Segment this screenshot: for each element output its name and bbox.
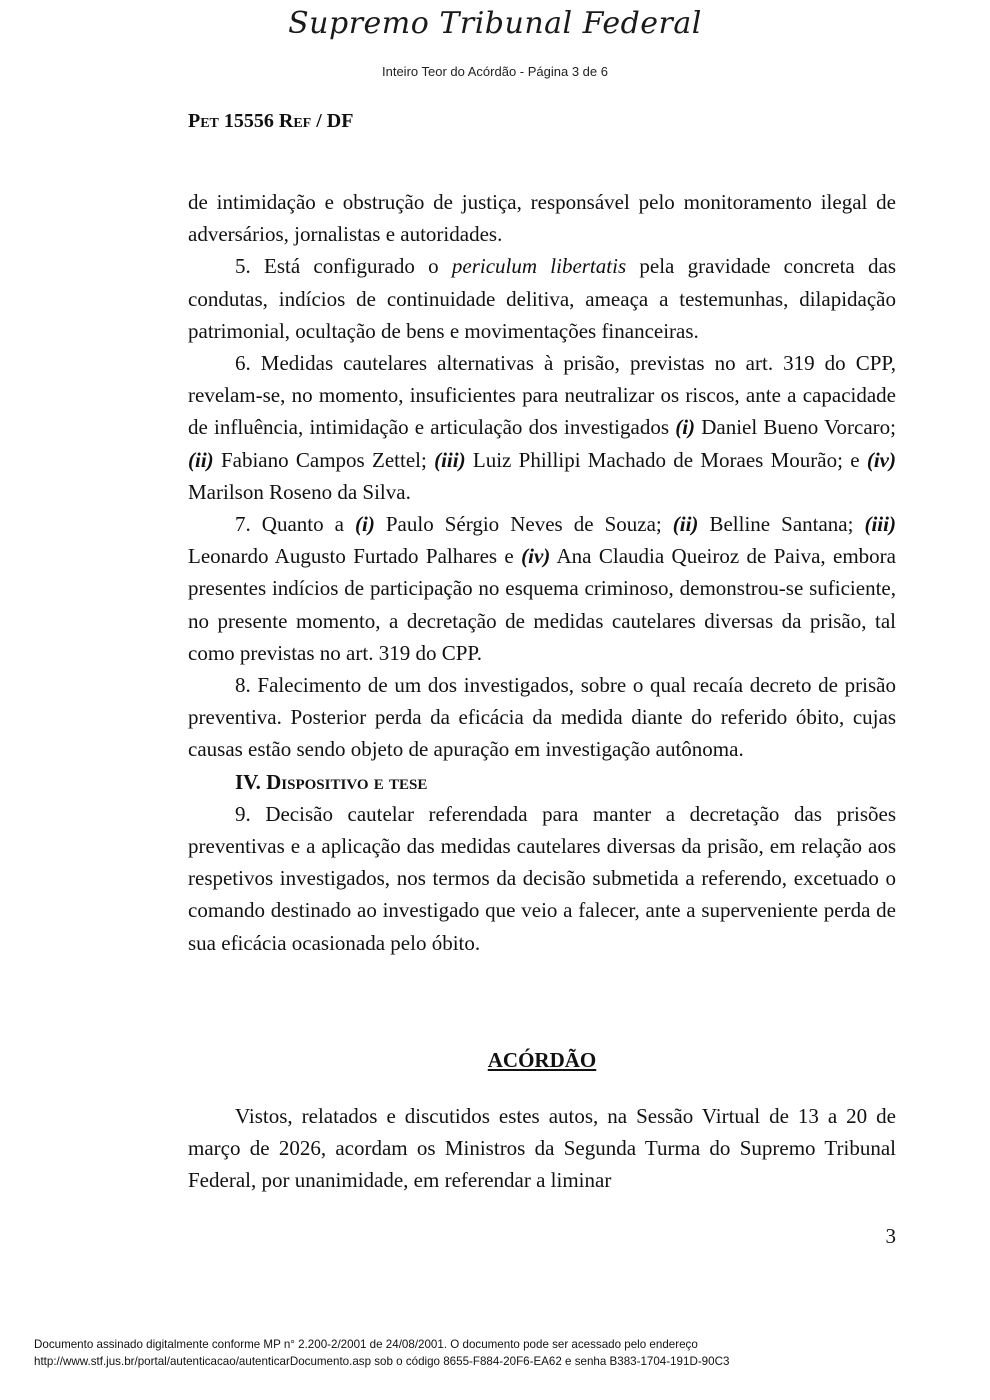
list-marker: (iii) xyxy=(864,512,896,537)
list-marker: (i) xyxy=(355,512,375,537)
list-marker: (iv) xyxy=(866,447,896,472)
page-number: 3 xyxy=(885,1224,896,1248)
list-marker: (iv) xyxy=(521,544,551,569)
paragraph-6-text-b: Daniel Bueno Vorcaro; xyxy=(695,415,896,440)
list-marker: (iii) xyxy=(434,447,466,472)
acordao-paragraph: Vistos, relatados e discutidos estes autos, na Sessão Virtual de 13 a 20 de março de 2026, acordam os Ministros da Segunda Turma do Supremo Tribunal Federal, por unanimidade, em referendar a liminar xyxy=(188,1104,896,1193)
paragraph-6-text-d: Luiz Phillipi Machado de Moraes Mourão; e xyxy=(465,447,867,472)
paragraph-6 xyxy=(188,347,896,508)
list-marker: (i) xyxy=(675,415,696,440)
paragraph-7-text-d: Leonardo Augusto Furtado Palhares e xyxy=(188,544,522,569)
paragraph-9: 9. Decisão cautelar referendada para manter a decretação das prisões preventivas e a aplicação das medidas cautelares diversas da prisão, em relação aos respetivos investigados, nos termos da decisão submetida a referendo, excetuado o comando destinado ao investigado que veio a falecer, ante a superveniente perda de sua eficácia ocasionada pelo óbito. xyxy=(188,801,896,955)
list-marker: (ii) xyxy=(672,512,699,537)
footer-line-2: http://www.stf.jus.br/portal/autenticacao/autenticarDocumento.asp sob o código 8655-F884-20F6-EA62 e senha B383-1704-191D-90C3 xyxy=(34,1355,730,1368)
acordao-heading: ACÓRDÃO xyxy=(487,1048,597,1072)
footer-line-1: Documento assinado digitalmente conforme MP n° 2.200-2/2001 de 24/08/2001. O documento pode ser acessado pelo endereço xyxy=(34,1338,698,1351)
list-marker: (ii) xyxy=(188,447,214,472)
court-title: Supremo Tribunal Federal xyxy=(288,6,702,41)
document-body xyxy=(188,186,896,959)
paragraph-6-text-e: Marilson Roseno da Silva. xyxy=(188,479,411,504)
paragraph-8: 8. Falecimento de um dos investigados, sobre o qual recaía decreto de prisão preventiva. Posterior perda da eficácia da medida diante do referido óbito, cujas causas estão sendo objeto de apuração em investigação autônoma. xyxy=(188,673,896,762)
paragraph-7-text-e: Ana Claudia Queiroz de Paiva, embora presentes indícios de participação no esquema criminoso, demonstrou-se suficiente, no presente momento, a decretação de medidas cautelares diversas da prisão, tal como previstas no art. 319 do CPP. xyxy=(188,544,896,665)
paragraph-5-text-a: 5. Está configurado o xyxy=(235,254,452,279)
paragraph-6-text-c: Fabiano Campos Zettel; xyxy=(213,447,435,472)
paragraph-6-text-a: 6. Medidas cautelares alternativas à prisão, previstas no art. 319 do CPP, revelam-se, no momento, insuficientes para neutralizar os riscos, ante a capacidade de influência, intimidação e articulação dos investigados xyxy=(188,351,896,440)
digital-signature-footer xyxy=(34,1336,974,1370)
paragraph-7-text-b: Paulo Sérgio Neves de Souza; xyxy=(374,512,673,537)
paragraph-7-text-a: 7. Quanto a xyxy=(235,512,355,537)
paragraph-7-text-c: Belline Santana; xyxy=(698,512,865,537)
paragraph-5-text-c: pela gravidade concreta das condutas, indícios de continuidade delitiva, ameaça a testemunhas, dilapidação patrimonial, ocultação de bens e movimentações financeiras. xyxy=(188,254,896,343)
latin-term: periculum libertatis xyxy=(451,254,627,279)
page-info: Inteiro Teor do Acórdão - Página 3 de 6 xyxy=(382,64,608,79)
case-reference: Pet 15556 Ref / DF xyxy=(188,110,354,132)
paragraph-4-continuation: de intimidação e obstrução de justiça, responsável pelo monitoramento ilegal de adversários, jornalistas e autoridades. xyxy=(188,190,896,247)
paragraph-5 xyxy=(188,250,896,347)
paragraph-7 xyxy=(188,508,896,669)
section-heading-dispositivo: IV. Dispositivo e tese xyxy=(235,769,428,794)
